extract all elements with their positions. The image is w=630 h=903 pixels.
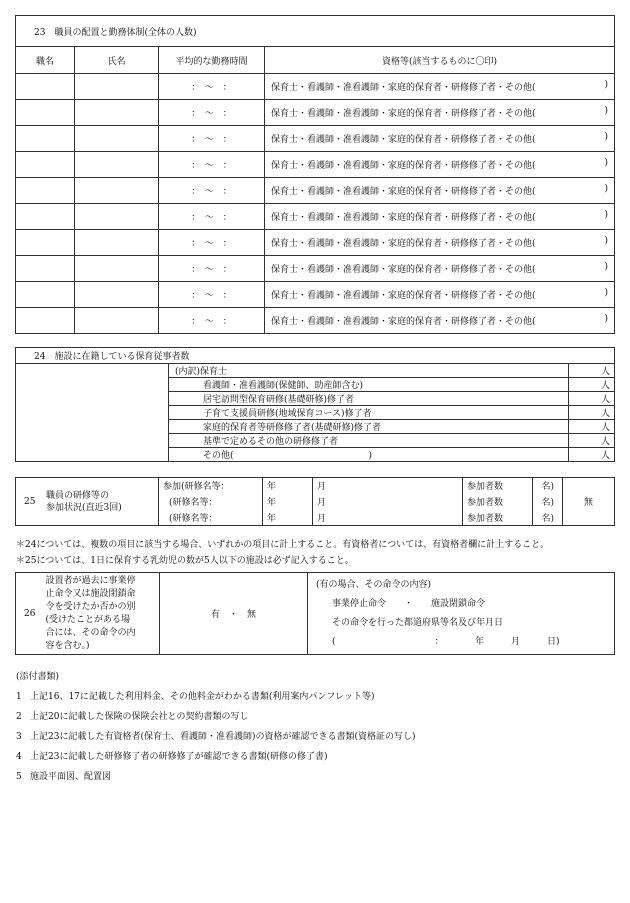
attachment-text: 上記16、17に記載した利用料金、その他料金がわかる書類(利用案内パンフレット等)	[30, 692, 375, 702]
training-month-2: 月	[313, 494, 463, 510]
training-unit-1: 名)	[533, 478, 563, 494]
staff-name-cell[interactable]	[75, 204, 159, 230]
hours-text: ： ～ ：	[191, 213, 232, 223]
staff-count-item: その他( )	[169, 448, 569, 462]
staff-hours-cell[interactable]	[159, 282, 265, 308]
qualification-text: 保育士・看護師・准看護師・家庭的保育者・研修修了者・その他(	[271, 109, 536, 119]
staff-count-unit[interactable]: 人	[569, 392, 615, 406]
staff-row	[16, 308, 615, 334]
hours-text: ： ～ ：	[191, 161, 232, 171]
staff-name-cell[interactable]	[75, 282, 159, 308]
staff-count-row	[16, 364, 615, 378]
staff-qualification-cell[interactable]	[265, 100, 615, 126]
note-25: ＊25については、1日に保育する乳幼児の数が5人以下の施設は必ず記入すること。	[16, 556, 354, 566]
attachment-item	[16, 687, 416, 707]
staff-count-unit[interactable]: 人	[569, 420, 615, 434]
training-none: 無	[563, 478, 615, 526]
staff-row	[16, 74, 615, 100]
attachment-item	[16, 767, 416, 787]
staff-hours-cell[interactable]	[159, 230, 265, 256]
staff-job-cell[interactable]	[16, 152, 75, 178]
training-count-1: 参加者数	[463, 478, 533, 494]
section-25-number: 25	[24, 496, 36, 507]
order-yes-no: 有 ・ 無	[160, 573, 308, 655]
staff-count-item: 基準で定めるその他の研修修了者	[169, 434, 569, 448]
staff-name-cell[interactable]	[75, 126, 159, 152]
order-table	[15, 572, 615, 655]
staff-name-cell[interactable]	[75, 308, 159, 334]
attachment-text: 施設平面図、配置図	[30, 772, 112, 782]
order-question-line: 止命令又は施設閉鎖命	[45, 588, 136, 599]
staff-row	[16, 230, 615, 256]
attachment-text: 上記20に記載した保険の保険会社との契約書類の写し	[30, 712, 249, 722]
staff-table	[15, 15, 615, 334]
staff-hours-cell[interactable]	[159, 204, 265, 230]
attachment-number: 4	[16, 752, 22, 762]
order-question-line: 合には、その命令の内	[45, 627, 136, 638]
qualification-text: 保育士・看護師・准看護師・家庭的保育者・研修修了者・その他(	[271, 83, 536, 93]
staff-count-unit[interactable]: 人	[569, 364, 615, 378]
staff-job-cell[interactable]	[16, 126, 75, 152]
hours-text: ： ～ ：	[191, 317, 232, 327]
staff-job-cell[interactable]	[16, 230, 75, 256]
qualification-close: )	[604, 288, 608, 298]
qualification-close: )	[604, 210, 608, 220]
staff-name-cell[interactable]	[75, 74, 159, 100]
staff-count-unit[interactable]: 人	[569, 434, 615, 448]
staff-qualification-cell[interactable]	[265, 230, 615, 256]
attachments-title: (添付書類)	[16, 672, 60, 682]
training-name-3: (研修名等：	[159, 510, 263, 526]
training-unit-3: 名)	[533, 510, 563, 526]
order-detail-who: その命令を行った都道府県等名及び年月日	[332, 617, 504, 628]
staff-row	[16, 282, 615, 308]
staff-count-item: 居宅訪問型保育研修(基礎研修)修了者	[169, 392, 569, 406]
staff-count-spacer	[16, 364, 169, 462]
training-year-3: 年	[263, 510, 313, 526]
staff-qualification-cell[interactable]	[265, 204, 615, 230]
attachment-text: 上記23に記載した有資格者(保育士、看護師・准看護師)の資格が確認できる書類(資格証の写し)	[30, 732, 416, 742]
training-name-2: (研修名等：	[159, 494, 263, 510]
hours-text: ： ～ ：	[191, 83, 232, 93]
staff-job-cell[interactable]	[16, 308, 75, 334]
staff-job-cell[interactable]	[16, 74, 75, 100]
order-question-line: 容を含む。)	[45, 640, 90, 651]
order-detail-type: 事業停止命令 ・ 施設閉鎖命令	[332, 598, 486, 609]
qualification-text: 保育士・看護師・准看護師・家庭的保育者・研修修了者・その他(	[271, 135, 536, 145]
attachment-number: 2	[16, 712, 22, 722]
staff-hours-cell[interactable]	[159, 152, 265, 178]
attachment-text: 上記23に記載した研修修了者の研修修了が確認できる書類(研修の修了書)	[30, 752, 328, 762]
staff-count-unit[interactable]: 人	[569, 378, 615, 392]
staff-hours-cell[interactable]	[159, 256, 265, 282]
qualification-text: 保育士・看護師・准看護師・家庭的保育者・研修修了者・その他(	[271, 317, 536, 327]
training-label-line1: 職員の研修等の	[46, 490, 110, 501]
attachment-item	[16, 727, 416, 747]
staff-qualification-cell[interactable]	[265, 74, 615, 100]
staff-row	[16, 178, 615, 204]
hours-text: ： ～ ：	[191, 109, 232, 119]
section-24-title: 24 施設に在籍している保育従事者数	[16, 348, 615, 364]
order-detail-title: (有の場合、その命令の内容)	[316, 579, 432, 590]
staff-count-unit[interactable]: 人	[569, 448, 615, 462]
staff-job-cell[interactable]	[16, 256, 75, 282]
order-question-line: (受けたことがある場	[45, 614, 131, 625]
staff-row	[16, 152, 615, 178]
staff-hours-cell[interactable]	[159, 100, 265, 126]
qualification-close: )	[604, 158, 608, 168]
hours-text: ： ～ ：	[191, 239, 232, 249]
attachment-item	[16, 747, 416, 767]
staff-qualification-cell[interactable]	[265, 256, 615, 282]
order-question	[44, 573, 160, 655]
qualification-close: )	[604, 80, 608, 90]
training-count-3: 参加者数	[463, 510, 533, 526]
order-detail	[308, 573, 615, 655]
staff-row	[16, 204, 615, 230]
staff-count-unit[interactable]: 人	[569, 406, 615, 420]
qualification-close: )	[604, 236, 608, 246]
staff-qualification-cell[interactable]	[265, 152, 615, 178]
training-table	[15, 477, 615, 526]
training-year-2: 年	[263, 494, 313, 510]
staff-count-item: 子育て支援員研修(地域保育コース)修了者	[169, 406, 569, 420]
qualification-close: )	[604, 184, 608, 194]
staff-job-cell[interactable]	[16, 100, 75, 126]
header-hours: 平均的な勤務時間	[159, 47, 265, 74]
staff-job-cell[interactable]	[16, 282, 75, 308]
training-month-1: 月	[313, 478, 463, 494]
order-question-line: 設置者が過去に事業停	[45, 575, 136, 586]
attachments	[16, 667, 416, 787]
staff-name-cell[interactable]	[75, 152, 159, 178]
qualification-text: 保育士・看護師・准看護師・家庭的保育者・研修修了者・その他(	[271, 161, 536, 171]
qualification-text: 保育士・看護師・准看護師・家庭的保育者・研修修了者・その他(	[271, 265, 536, 275]
attachment-number: 1	[16, 692, 22, 702]
qualification-close: )	[604, 106, 608, 116]
qualification-close: )	[604, 314, 608, 324]
attachment-item	[16, 707, 416, 727]
hours-text: ： ～ ：	[191, 265, 232, 275]
training-year-1: 年	[263, 478, 313, 494]
qualification-text: 保育士・看護師・准看護師・家庭的保育者・研修修了者・その他(	[271, 291, 536, 301]
qualification-close: )	[604, 262, 608, 272]
training-label-line2: 参加状況(直近3回)	[46, 502, 122, 513]
staff-row	[16, 100, 615, 126]
qualification-text: 保育士・看護師・准看護師・家庭的保育者・研修修了者・その他(	[271, 239, 536, 249]
staff-row	[16, 126, 615, 152]
staff-job-cell[interactable]	[16, 178, 75, 204]
training-unit-2: 名)	[533, 494, 563, 510]
order-question-line: 令を受けたか否かの別	[45, 601, 136, 612]
note-24: ＊24については、複数の項目に該当する場合、いずれかの項目に計上すること。有資格者については、有資格者欄に計上すること。	[16, 540, 550, 550]
hours-text: ： ～ ：	[191, 187, 232, 197]
training-name-1: 参加(研修名等：	[159, 478, 263, 494]
staff-hours-cell[interactable]	[159, 178, 265, 204]
staff-name-cell[interactable]	[75, 178, 159, 204]
staff-qualification-cell[interactable]	[265, 178, 615, 204]
staff-name-cell[interactable]	[75, 230, 159, 256]
section-26-number: 26	[16, 573, 44, 655]
training-count-2: 参加者数	[463, 494, 533, 510]
training-label	[16, 478, 159, 526]
header-job: 職名	[16, 47, 75, 74]
training-month-3: 月	[313, 510, 463, 526]
staff-name-cell[interactable]	[75, 256, 159, 282]
attachment-number: 5	[16, 772, 22, 782]
hours-text: ： ～ ：	[191, 135, 232, 145]
staff-job-cell[interactable]	[16, 204, 75, 230]
staff-hours-cell[interactable]	[159, 126, 265, 152]
staff-qualification-cell[interactable]	[265, 308, 615, 334]
staff-count-item: 看護師・准看護師(保健師、助産師含む)	[169, 378, 569, 392]
section-23-title: 23 職員の配置と勤務体制(全体の人数)	[16, 16, 615, 47]
staff-qualification-cell[interactable]	[265, 282, 615, 308]
staff-name-cell[interactable]	[75, 100, 159, 126]
header-qualification: 資格等(該当するものに〇印)	[265, 47, 615, 74]
hours-text: ： ～ ：	[191, 291, 232, 301]
qualification-close: )	[604, 132, 608, 142]
staff-hours-cell[interactable]	[159, 308, 265, 334]
qualification-text: 保育士・看護師・准看護師・家庭的保育者・研修修了者・その他(	[271, 187, 536, 197]
order-detail-date: ( ： 年 月 日)	[332, 636, 560, 647]
qualification-text: 保育士・看護師・准看護師・家庭的保育者・研修修了者・その他(	[271, 213, 536, 223]
staff-qualification-cell[interactable]	[265, 126, 615, 152]
staff-count-item: 家庭的保育者等研修修了者(基礎研修)修了者	[169, 420, 569, 434]
staff-count-item: (内訳)保育士	[169, 364, 569, 378]
staff-count-table	[15, 347, 615, 462]
staff-hours-cell[interactable]	[159, 74, 265, 100]
staff-row	[16, 256, 615, 282]
header-name: 氏名	[75, 47, 159, 74]
attachment-number: 3	[16, 732, 22, 742]
